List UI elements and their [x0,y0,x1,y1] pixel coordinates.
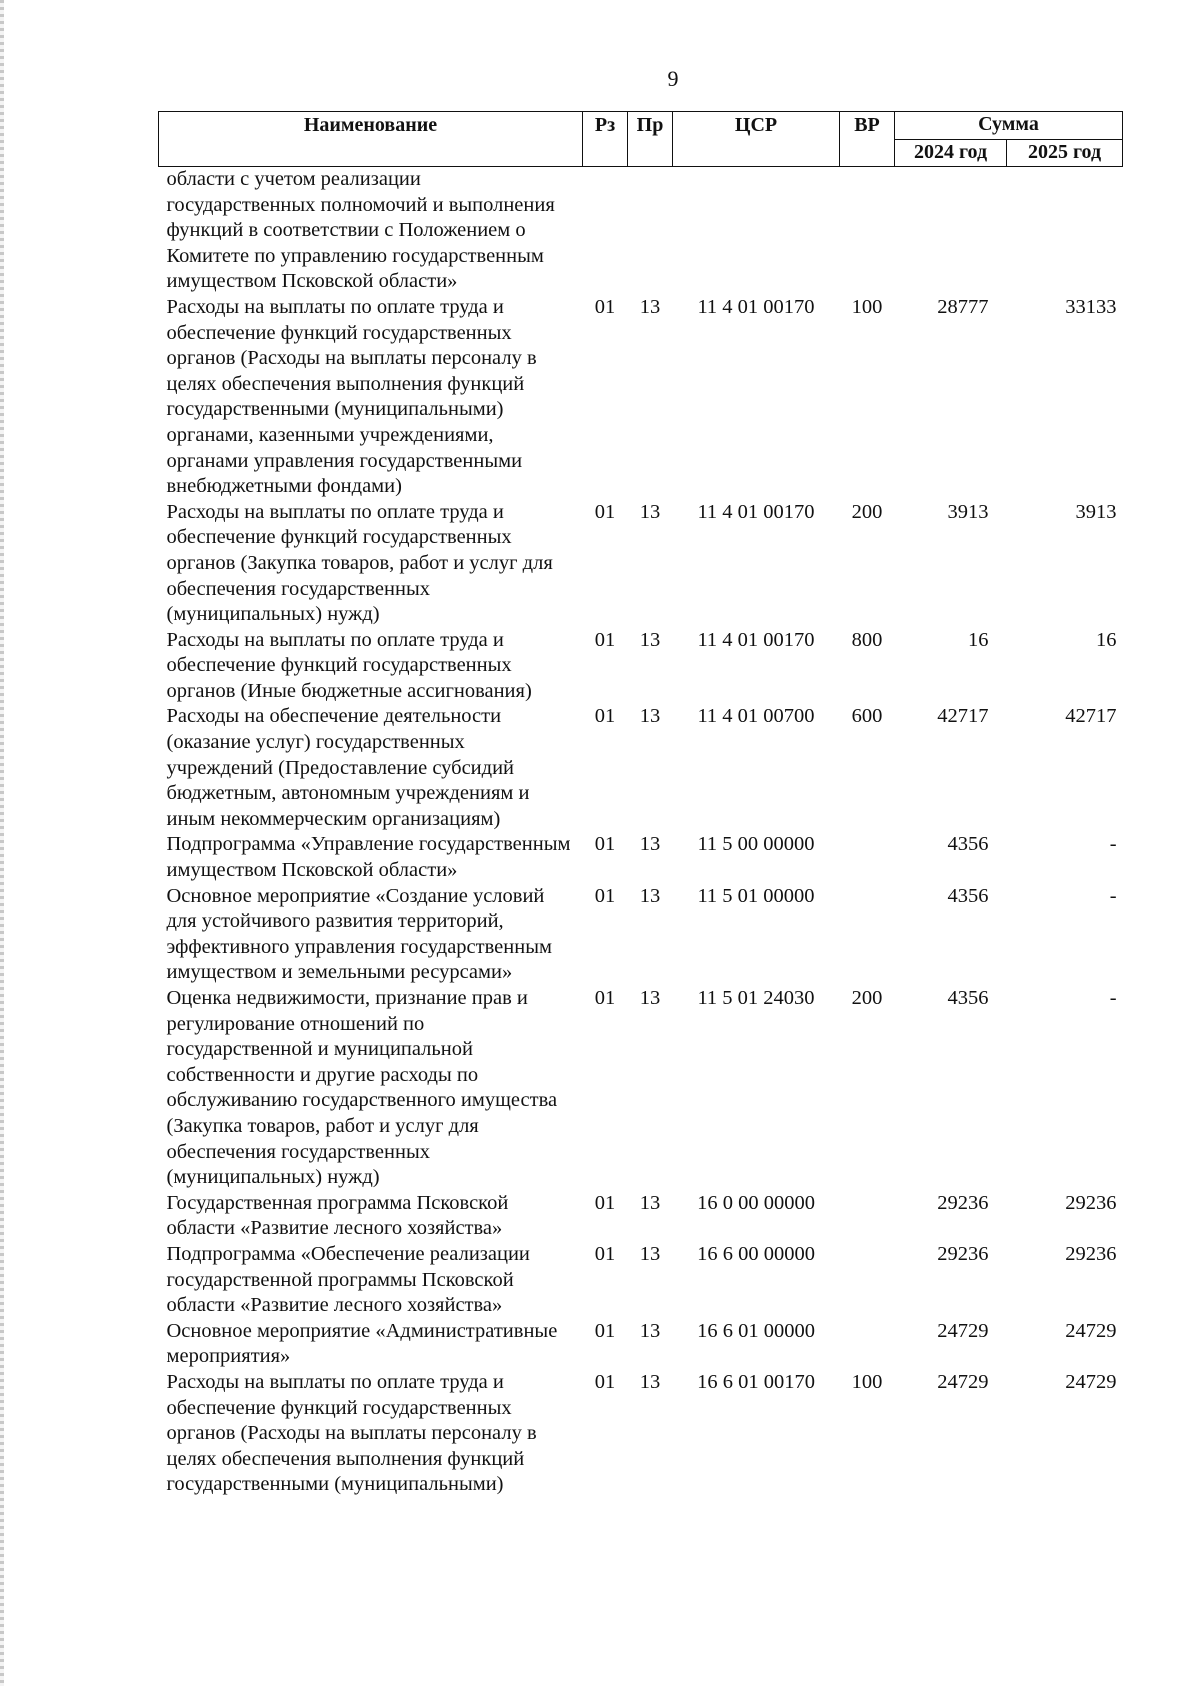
header-pr: Пр [628,112,673,167]
row-sum-2024-cell: 29236 [937,1191,989,1214]
row-vr-cell: 100 [851,1370,883,1393]
row-sum-2024-cell: 4356 [947,987,989,1009]
row-csr-cell: 16 6 01 00000 [697,1319,815,1342]
row-name-cell: Расходы на выплаты по оплате труда и обеспечение функций государственных органов (Иные бюджетные ассигнования) [166,628,532,702]
row-csr-cell: 16 6 01 00170 [697,1370,815,1393]
row-vr-cell [840,1191,895,1242]
row-sum-2025-cell: 3913 [1075,500,1117,523]
row-sum-2024-cell: 24729 [937,1370,989,1393]
row-sum-2025-cell: 42717 [1065,705,1117,728]
row-csr-cell [673,167,840,295]
row-pr-cell: 13 [639,1191,661,1214]
row-rz-cell: 01 [594,1242,616,1265]
row-pr-cell: 13 [639,295,661,318]
row-vr-cell [840,1319,895,1370]
row-pr-cell: 13 [639,1242,661,1265]
row-pr-cell: 13 [639,500,661,523]
table-row [159,832,1123,883]
row-sum-2025-cell: 16 [1096,628,1117,651]
row-rz-cell: 01 [594,628,616,651]
row-vr-cell: 800 [851,628,883,651]
row-sum-2024-cell: 28777 [937,295,989,318]
table-body [159,167,1123,1498]
row-pr-cell: 13 [639,705,661,728]
row-sum-2025-cell: 29236 [1065,1242,1117,1265]
row-sum-2024-cell: 16 [968,628,989,651]
row-csr-cell: 11 4 01 00170 [697,628,815,651]
row-pr-cell: 13 [639,1370,661,1393]
row-name-cell: области с учетом реализации государственных полномочий и выполнения функций в соответствии с Положением о Комитете по управлению государственным имуществом Псковской области» [166,168,555,293]
row-pr-cell: 13 [639,884,661,907]
row-pr-cell [628,167,673,295]
table-row [159,986,1123,1191]
row-vr-cell [840,1242,895,1319]
table-row [159,295,1123,500]
table-row [159,1370,1123,1498]
row-rz-cell: 01 [594,884,616,907]
row-sum-2024-cell: 3913 [947,500,989,523]
row-sum-2024-cell: 4356 [947,833,989,856]
row-csr-cell: 16 0 00 00000 [697,1191,815,1214]
row-sum-2025-cell: - [1109,833,1117,856]
row-pr-cell: 13 [639,987,661,1009]
row-rz-cell: 01 [594,1370,616,1393]
table-row [159,167,1123,295]
row-pr-cell: 13 [639,833,661,856]
table-row [159,884,1123,986]
table-row [159,500,1123,628]
header-vr: ВР [840,112,895,167]
row-name-cell: Расходы на выплаты по оплате труда и обеспечение функций государственных органов (Расходы на выплаты персоналу в целях обеспечения выполнения функций государственными (муниципальными) органами, казенными учреждениями, органами управления государственными внебюджетными фондами) [166,295,537,498]
table-row [159,628,1123,705]
header-sum: Сумма [895,112,1123,140]
row-vr-cell: 100 [851,295,883,318]
row-name-cell: Основное мероприятие «Создание условий для устойчивого развития территорий, эффективного управления государственным имуществом и земельными ресурсами» [166,884,552,984]
row-rz-cell: 01 [594,833,616,856]
row-name-cell: Государственная программа Псковской области «Развитие лесного хозяйства» [166,1191,509,1240]
row-sum-2025-cell: - [1109,884,1117,907]
row-name-cell: Подпрограмма «Управление государственным имуществом Псковской области» [166,833,571,882]
row-csr-cell: 11 4 01 00170 [697,500,815,523]
row-vr-cell: 600 [851,705,883,728]
table-row [159,704,1123,832]
row-pr-cell: 13 [639,628,661,651]
row-name-cell: Подпрограмма «Обеспечение реализации государственной программы Псковской области «Развитие лесного хозяйства» [166,1242,530,1317]
budget-table [158,111,1123,1498]
row-csr-cell: 11 5 00 00000 [697,833,815,856]
row-csr-cell: 11 5 01 24030 [697,987,815,1009]
row-sum-2025-cell [1007,167,1123,295]
row-vr-cell: 200 [851,500,883,523]
row-name-cell: Основное мероприятие «Административные мероприятия» [166,1319,558,1368]
table-row [159,1319,1123,1370]
page-number: 9 [667,66,679,91]
row-sum-2025-cell: - [1109,987,1117,1009]
row-sum-2024-cell [895,167,1007,295]
header-year-2024: 2024 год [895,139,1007,166]
row-sum-2025-cell: 24729 [1065,1319,1117,1342]
table-row [159,1191,1123,1242]
row-rz-cell: 01 [594,295,616,318]
row-sum-2025-cell: 29236 [1065,1191,1117,1214]
row-sum-2024-cell: 24729 [937,1319,989,1342]
row-rz-cell: 01 [594,500,616,523]
row-name-cell: Оценка недвижимости, признание прав и регулирование отношений по государственной и муниципальной собственности и другие расходы по обслуживанию государственного имущества (Закупка товаров, работ и услуг для обеспечения государственных (муниципальных) нужд) [166,987,558,1189]
header-year-2025: 2025 год [1007,139,1123,166]
table-row [159,1242,1123,1319]
row-rz-cell [583,167,628,295]
row-rz-cell: 01 [594,705,616,728]
row-vr-cell: 200 [851,987,883,1009]
header-rz: Рз [583,112,628,167]
scan-edge [0,0,4,1686]
row-vr-cell [840,832,895,883]
row-rz-cell: 01 [594,1191,616,1214]
row-sum-2024-cell: 42717 [937,705,989,728]
row-rz-cell: 01 [594,1319,616,1342]
row-pr-cell: 13 [639,1319,661,1342]
row-csr-cell: 11 4 01 00170 [697,295,815,318]
row-sum-2024-cell: 29236 [937,1242,989,1265]
header-name: Наименование [159,112,583,167]
row-sum-2025-cell: 24729 [1065,1370,1117,1393]
row-name-cell: Расходы на выплаты по оплате труда и обеспечение функций государственных органов (Расходы на выплаты персоналу в целях обеспечения выполнения функций государственными (муниципальными) [166,1370,537,1496]
row-vr-cell [840,167,895,295]
row-name-cell: Расходы на выплаты по оплате труда и обеспечение функций государственных органов (Закупка товаров, работ и услуг для обеспечения государственных (муниципальных) нужд) [166,500,553,626]
row-csr-cell: 11 5 01 00000 [697,884,815,907]
row-sum-2025-cell: 33133 [1065,295,1117,318]
row-csr-cell: 11 4 01 00700 [697,705,815,728]
row-sum-2024-cell: 4356 [947,884,989,907]
row-name-cell: Расходы на обеспечение деятельности (оказание услуг) государственных учреждений (Предоставление субсидий бюджетным, автономным учреждениям и иным некоммерческим организациям) [166,705,530,830]
header-csr: ЦСР [673,112,840,167]
row-rz-cell: 01 [594,987,616,1009]
row-csr-cell: 16 6 00 00000 [697,1242,815,1265]
row-vr-cell [840,884,895,986]
